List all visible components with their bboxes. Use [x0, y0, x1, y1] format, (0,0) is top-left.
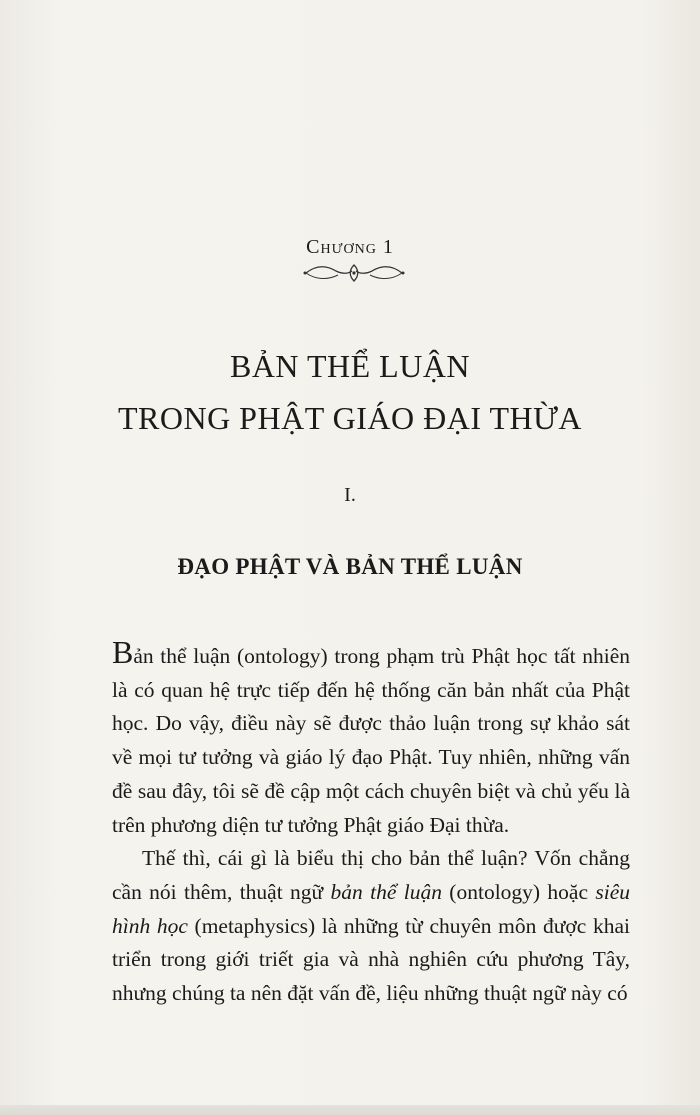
paragraph-2 — [112, 842, 630, 1011]
body-text — [112, 634, 630, 1011]
term-ontology: bản thể luận — [330, 879, 442, 904]
chapter-label: Chương 1 — [306, 236, 394, 258]
drop-cap: B — [112, 634, 134, 670]
paragraph-2-text-c: (metaphysics) là những từ chuyên môn được khai triển trong giới triết gia và nhà nghiên cứu phương Tây, nhưng chúng ta nên đặt vấn đề, liệu những thuật ngữ này có — [112, 913, 630, 1006]
term-metaphysics: siêu hình học — [112, 879, 630, 938]
chapter-title-line-1: BẢN THỂ LUẬN — [229, 348, 471, 384]
section-number: I. — [344, 484, 356, 506]
paragraph-1-text: ản thể luận (ontology) trong phạm trù Phật học tất nhiên là có quan hệ trực tiếp đến hệ thống căn bản nhất của Phật học. Do vậy, điều này sẽ được thảo luận trong sự khảo sát về mọi tư tưởng và giáo lý đạo Phật. Tuy nhiên, những vấn đề sau đây, tôi sẽ đề cập một cách chuyên biệt và chủ yếu là trên phương diện tư tưởng Phật giáo Đại thừa. — [112, 644, 630, 837]
section-title: ĐẠO PHẬT VÀ BẢN THỂ LUẬN — [177, 554, 523, 579]
page-bottom-edge — [0, 1105, 700, 1115]
paragraph-1 — [112, 634, 630, 842]
decorative-flourish-icon — [302, 262, 406, 284]
paragraph-2-text-a: Thế thì, cái gì là biểu thị cho bản thể luận? Vốn chẳng cần nói thêm, thuật ngữ — [112, 846, 630, 904]
chapter-title-line-2: TRONG PHẬT GIÁO ĐẠI THỪA — [117, 400, 583, 436]
paragraph-2-text-b: (ontology) hoặc — [441, 879, 596, 904]
